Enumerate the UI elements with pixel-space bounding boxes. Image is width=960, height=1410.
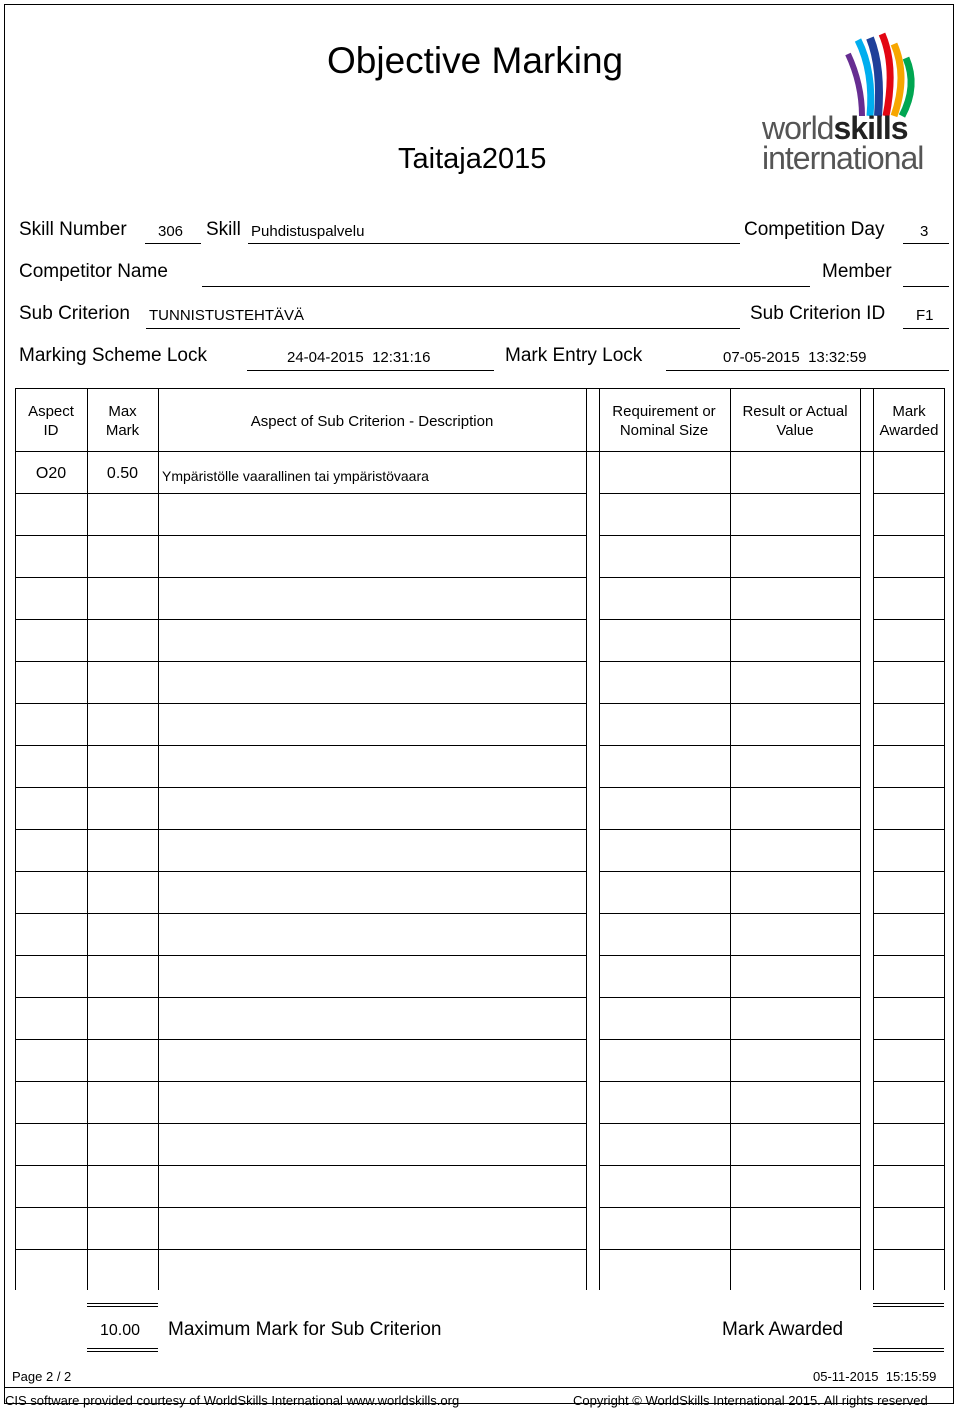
row-divider bbox=[87, 1123, 158, 1124]
page-title: Objective Marking bbox=[327, 40, 624, 81]
row-divider bbox=[873, 1123, 944, 1124]
mark-entry-lock-value: 07-05-2015 13:32:59 bbox=[723, 349, 867, 366]
row-divider bbox=[873, 577, 944, 578]
row-divider bbox=[158, 955, 586, 956]
row-divider bbox=[730, 745, 860, 746]
row-divider bbox=[873, 1081, 944, 1082]
row-divider bbox=[15, 787, 87, 788]
row-divider bbox=[873, 703, 944, 704]
row-divider bbox=[158, 829, 586, 830]
row-divider bbox=[87, 871, 158, 872]
header-description: Aspect of Sub Criterion - Description bbox=[250, 413, 494, 430]
logo-wordmark-line1: worldskills bbox=[762, 110, 908, 146]
row-divider bbox=[87, 745, 158, 746]
row-divider bbox=[15, 1207, 87, 1208]
row-divider bbox=[873, 871, 944, 872]
row-divider bbox=[730, 1123, 860, 1124]
sub-criterion-value: TUNNISTUSTEHTÄVÄ bbox=[149, 307, 305, 324]
row-divider bbox=[873, 997, 944, 998]
row-divider bbox=[87, 1207, 158, 1208]
row-divider bbox=[873, 661, 944, 662]
row-divider bbox=[730, 997, 860, 998]
row-divider bbox=[87, 661, 158, 662]
max-total-label: Maximum Mark for Sub Criterion bbox=[168, 1319, 442, 1340]
row-divider bbox=[599, 1207, 730, 1208]
row-divider bbox=[730, 871, 860, 872]
row-divider bbox=[158, 535, 586, 536]
row-divider bbox=[599, 577, 730, 578]
row-divider bbox=[15, 913, 87, 914]
logo-wordmark-line2: international bbox=[762, 140, 924, 176]
marking-scheme-lock-label: Marking Scheme Lock bbox=[19, 345, 207, 366]
sub-criterion-id-value: F1 bbox=[916, 307, 934, 324]
mark-entry-lock-line bbox=[666, 370, 949, 371]
row-divider bbox=[15, 703, 87, 704]
row-divider bbox=[87, 493, 158, 494]
row-divider bbox=[15, 577, 87, 578]
row-divider bbox=[15, 1081, 87, 1082]
header-aspect-id: Aspect ID bbox=[28, 403, 74, 439]
row-divider bbox=[15, 535, 87, 536]
row-divider bbox=[873, 913, 944, 914]
header-max-mark: Max Mark bbox=[105, 403, 140, 439]
row-divider bbox=[730, 535, 860, 536]
row-divider bbox=[158, 1081, 586, 1082]
row-divider bbox=[15, 619, 87, 620]
row-divider bbox=[158, 1249, 586, 1250]
row-divider bbox=[15, 1249, 87, 1250]
row-divider bbox=[87, 787, 158, 788]
row-aspect-id: O20 bbox=[35, 465, 67, 482]
row-divider bbox=[158, 745, 586, 746]
row-divider bbox=[15, 1039, 87, 1040]
row-divider bbox=[158, 661, 586, 662]
printed-timestamp: 05-11-2015 15:15:59 bbox=[813, 1369, 937, 1384]
member-label: Member bbox=[822, 261, 892, 282]
worldskills-logo-icon bbox=[830, 28, 930, 120]
row-divider bbox=[87, 1039, 158, 1040]
row-divider bbox=[599, 493, 730, 494]
row-description: Ympäristölle vaarallinen tai ympäristövaara bbox=[162, 468, 429, 484]
row-divider bbox=[730, 619, 860, 620]
skill-number-value: 306 bbox=[158, 223, 184, 240]
row-divider bbox=[87, 913, 158, 914]
row-divider bbox=[158, 871, 586, 872]
row-max-mark: 0.50 bbox=[106, 465, 139, 482]
row-divider bbox=[15, 661, 87, 662]
row-divider bbox=[599, 1249, 730, 1250]
row-divider bbox=[599, 829, 730, 830]
event-name: Taitaja2015 bbox=[398, 143, 547, 175]
row-divider bbox=[158, 1039, 586, 1040]
row-divider bbox=[158, 1207, 586, 1208]
page-frame bbox=[4, 4, 954, 1404]
row-divider bbox=[599, 535, 730, 536]
sub-criterion-id-label: Sub Criterion ID bbox=[750, 303, 886, 324]
row-divider bbox=[730, 829, 860, 830]
row-divider bbox=[15, 997, 87, 998]
competition-day-value: 3 bbox=[920, 223, 929, 240]
skill-number-line bbox=[145, 243, 201, 244]
row-divider bbox=[87, 577, 158, 578]
row-divider bbox=[599, 1081, 730, 1082]
row-divider bbox=[730, 913, 860, 914]
row-divider bbox=[87, 955, 158, 956]
header-requirement: Requirement or Nominal Size bbox=[612, 403, 716, 439]
row-divider bbox=[15, 1165, 87, 1166]
row-divider bbox=[873, 535, 944, 536]
row-divider bbox=[158, 577, 586, 578]
row-divider bbox=[873, 619, 944, 620]
row-divider bbox=[599, 703, 730, 704]
row-divider bbox=[87, 1081, 158, 1082]
skill-value: Puhdistuspalvelu bbox=[251, 223, 365, 240]
competition-day-line bbox=[903, 243, 949, 244]
header-mark-awarded: Mark Awarded bbox=[879, 403, 939, 439]
row-divider bbox=[873, 1165, 944, 1166]
row-divider bbox=[87, 619, 158, 620]
row-divider bbox=[158, 703, 586, 704]
row-divider bbox=[873, 955, 944, 956]
row-divider bbox=[87, 829, 158, 830]
competition-day-label: Competition Day bbox=[744, 219, 885, 240]
row-divider bbox=[599, 955, 730, 956]
skill-line bbox=[248, 243, 740, 244]
row-divider bbox=[599, 661, 730, 662]
row-divider bbox=[599, 871, 730, 872]
row-divider bbox=[15, 871, 87, 872]
row-divider bbox=[730, 1081, 860, 1082]
skill-label: Skill bbox=[206, 219, 241, 240]
row-divider bbox=[15, 955, 87, 956]
row-divider bbox=[15, 745, 87, 746]
row-divider bbox=[599, 997, 730, 998]
row-divider bbox=[158, 997, 586, 998]
max-total-value: 10.00 bbox=[100, 1322, 141, 1339]
page-number: Page 2 / 2 bbox=[12, 1369, 72, 1384]
row-divider bbox=[730, 577, 860, 578]
row-divider bbox=[599, 913, 730, 914]
row-divider bbox=[730, 661, 860, 662]
marking-scheme-lock-line bbox=[247, 370, 494, 371]
row-divider bbox=[730, 493, 860, 494]
row-divider bbox=[158, 619, 586, 620]
row-divider bbox=[599, 1039, 730, 1040]
courtesy-text: CIS software provided courtesy of WorldSkills International www.worldskills.org bbox=[5, 1393, 460, 1408]
row-divider bbox=[599, 1165, 730, 1166]
sub-criterion-label: Sub Criterion bbox=[19, 303, 130, 324]
mark-entry-lock-label: Mark Entry Lock bbox=[505, 345, 643, 366]
row-divider bbox=[599, 787, 730, 788]
row-divider bbox=[873, 1039, 944, 1040]
row-divider bbox=[599, 1123, 730, 1124]
row-divider bbox=[15, 1123, 87, 1124]
sub-criterion-id-line bbox=[903, 328, 949, 329]
row-divider bbox=[158, 1165, 586, 1166]
row-divider bbox=[87, 1165, 158, 1166]
sub-criterion-line bbox=[146, 328, 740, 329]
row-divider bbox=[158, 493, 586, 494]
row-divider bbox=[730, 1165, 860, 1166]
row-divider bbox=[873, 745, 944, 746]
row-divider bbox=[730, 1249, 860, 1250]
competitor-name-line bbox=[202, 286, 810, 287]
mark-awarded-total-label: Mark Awarded bbox=[722, 1319, 844, 1340]
row-divider bbox=[599, 745, 730, 746]
row-divider bbox=[873, 787, 944, 788]
row-divider bbox=[15, 829, 87, 830]
row-divider bbox=[87, 997, 158, 998]
skill-number-label: Skill Number bbox=[19, 219, 127, 240]
row-divider bbox=[730, 703, 860, 704]
row-divider bbox=[599, 619, 730, 620]
competitor-name-label: Competitor Name bbox=[19, 261, 168, 282]
row-divider bbox=[730, 955, 860, 956]
row-divider bbox=[87, 703, 158, 704]
row-divider bbox=[158, 913, 586, 914]
row-divider bbox=[730, 1207, 860, 1208]
row-divider bbox=[158, 787, 586, 788]
row-divider bbox=[873, 1207, 944, 1208]
row-divider bbox=[873, 493, 944, 494]
row-divider bbox=[730, 1039, 860, 1040]
copyright-text: Copyright © WorldSkills International 2015. All rights reserved bbox=[573, 1393, 928, 1408]
marking-scheme-lock-value: 24-04-2015 12:31:16 bbox=[287, 349, 431, 366]
member-line bbox=[903, 286, 949, 287]
row-divider bbox=[158, 1123, 586, 1124]
row-divider bbox=[873, 1249, 944, 1250]
row-divider bbox=[87, 1249, 158, 1250]
row-divider bbox=[15, 493, 87, 494]
header-result: Result or Actual Value bbox=[742, 403, 848, 439]
row-divider bbox=[873, 829, 944, 830]
row-divider bbox=[87, 535, 158, 536]
row-divider bbox=[730, 787, 860, 788]
